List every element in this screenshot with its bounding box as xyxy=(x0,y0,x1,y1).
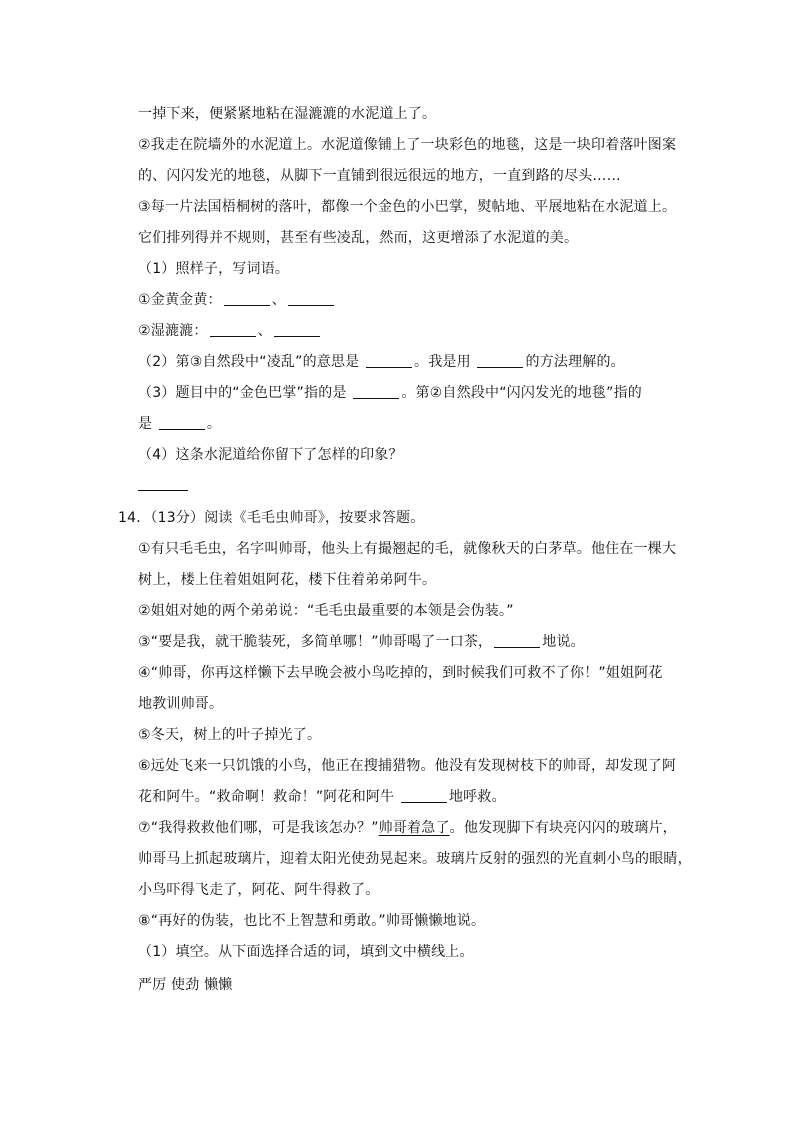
story-line: 树上，楼上住着姐姐阿花，楼下住着弟弟阿牛。 xyxy=(138,572,437,588)
story-paragraph-6: ⑥远处飞来一只饥饿的小鸟，他正在搜捕猎物。他没有发现树枝下的帅哥，却发现了阿 xyxy=(138,758,677,774)
question-text: 。我是用 xyxy=(414,354,476,370)
underlined-phrase: 帅哥着急了 xyxy=(378,820,450,836)
question-text: 是 xyxy=(138,416,157,432)
story-paragraph-3 xyxy=(138,632,585,652)
answer-blank[interactable] xyxy=(366,353,412,368)
sub-question-3-cont xyxy=(138,414,221,434)
story-text: 地说。 xyxy=(542,634,585,650)
answer-blank[interactable] xyxy=(138,490,188,491)
passage-line: 它们排列得并不规则，甚至有些凌乱，然而，这更增添了水泥道的美。 xyxy=(138,230,579,246)
story-line xyxy=(138,787,506,807)
question-text: （3）题目中的“金色巴掌”指的是 xyxy=(138,385,352,401)
story-text: ③“要是我，就干脆装死，多简单哪！”帅哥喝了一口茶， xyxy=(138,634,493,650)
passage-line: 的、闪闪发光的地毯，从脚下一直铺到很远很远的地方，一直到路的尽头…… xyxy=(138,168,621,184)
sub-question-1: （1）照样子，写词语。 xyxy=(138,261,290,277)
sub-question-14-1: （1）填空。从下面选择合适的词，填到文中横线上。 xyxy=(138,944,474,960)
answer-blank[interactable] xyxy=(477,353,523,368)
sub-question-2 xyxy=(138,352,625,372)
story-paragraph-2: ②姐姐对她的两个弟弟说：“毛毛虫最重要的本领是会伪装。” xyxy=(138,603,514,619)
answer-blank[interactable] xyxy=(210,322,256,337)
question-text: 。第②自然段中“闪闪发光的地毯”指的 xyxy=(401,385,642,401)
separator: 、 xyxy=(257,323,272,339)
answer-blank[interactable] xyxy=(353,384,399,399)
exercise-label: ②湿漉漉： xyxy=(138,323,208,339)
answer-blank[interactable] xyxy=(494,633,540,648)
answer-blank[interactable] xyxy=(224,291,270,306)
story-paragraph-5: ⑤冬天，树上的叶子掉光了。 xyxy=(138,727,322,743)
exercise-label: ①金黄金黄： xyxy=(138,292,222,308)
answer-blank[interactable] xyxy=(274,322,320,337)
story-text: ⑦“我得救救他们哪，可是我该怎办？” xyxy=(138,820,379,836)
story-paragraph-7 xyxy=(138,818,677,838)
separator: 、 xyxy=(271,292,286,308)
story-text: 花和阿牛。“救命啊！救命！”阿花和阿牛 xyxy=(138,789,399,805)
word-choices: 严厉 使劲 懒懒 xyxy=(138,977,233,993)
passage-paragraph-3: ③每一片法国梧桐树的落叶，都像一个金色的小巴掌，熨帖地、平展地粘在水泥道上。 xyxy=(138,199,677,215)
question-text: 。 xyxy=(206,416,222,432)
story-text: 。他发现脚下有块亮闪闪的玻璃片， xyxy=(449,820,677,836)
sub-question-3 xyxy=(138,383,642,403)
passage-line: 一掉下来，便紧紧地粘在湿漉漉的水泥道上了。 xyxy=(138,106,437,122)
story-line: 小鸟吓得飞走了，阿花、阿牛得救了。 xyxy=(138,882,380,898)
word-exercise-1 xyxy=(138,290,336,310)
answer-blank[interactable] xyxy=(288,291,334,306)
question-14-heading: 14．（13分）阅读《毛毛虫帅哥》，按要求答题。 xyxy=(118,510,425,526)
story-paragraph-1: ①有只毛毛虫，名字叫帅哥，他头上有撮翘起的毛，就像秋天的白茅草。他住在一棵大 xyxy=(138,541,677,557)
story-paragraph-8: ⑧“再好的伪装，也比不上智慧和勇敢。”帅哥懒懒地说。 xyxy=(138,913,486,929)
question-text: （2）第③自然段中“凌乱”的意思是 xyxy=(138,354,365,370)
sub-question-4: （4）这条水泥道给你留下了怎样的印象？ xyxy=(138,447,403,463)
word-exercise-2 xyxy=(138,321,322,341)
story-line: 帅哥马上抓起玻璃片，迎着太阳光使劲晃起来。玻璃片反射的强烈的光直刺小鸟的眼睛， xyxy=(138,851,692,867)
passage-paragraph-2: ②我走在院墙外的水泥道上。水泥道像铺上了一块彩色的地毯，这是一块印着落叶图案 xyxy=(138,137,677,153)
answer-blank[interactable] xyxy=(159,415,205,430)
question-text: 的方法理解的。 xyxy=(525,354,625,370)
story-paragraph-4: ④“帅哥，你再这样懒下去早晚会被小鸟吃掉的，到时候我们可救不了你！”姐姐阿花 xyxy=(138,665,663,681)
answer-blank[interactable] xyxy=(401,788,447,803)
story-line: 地教训帅哥。 xyxy=(138,696,224,712)
story-text: 地呼救。 xyxy=(448,789,506,805)
